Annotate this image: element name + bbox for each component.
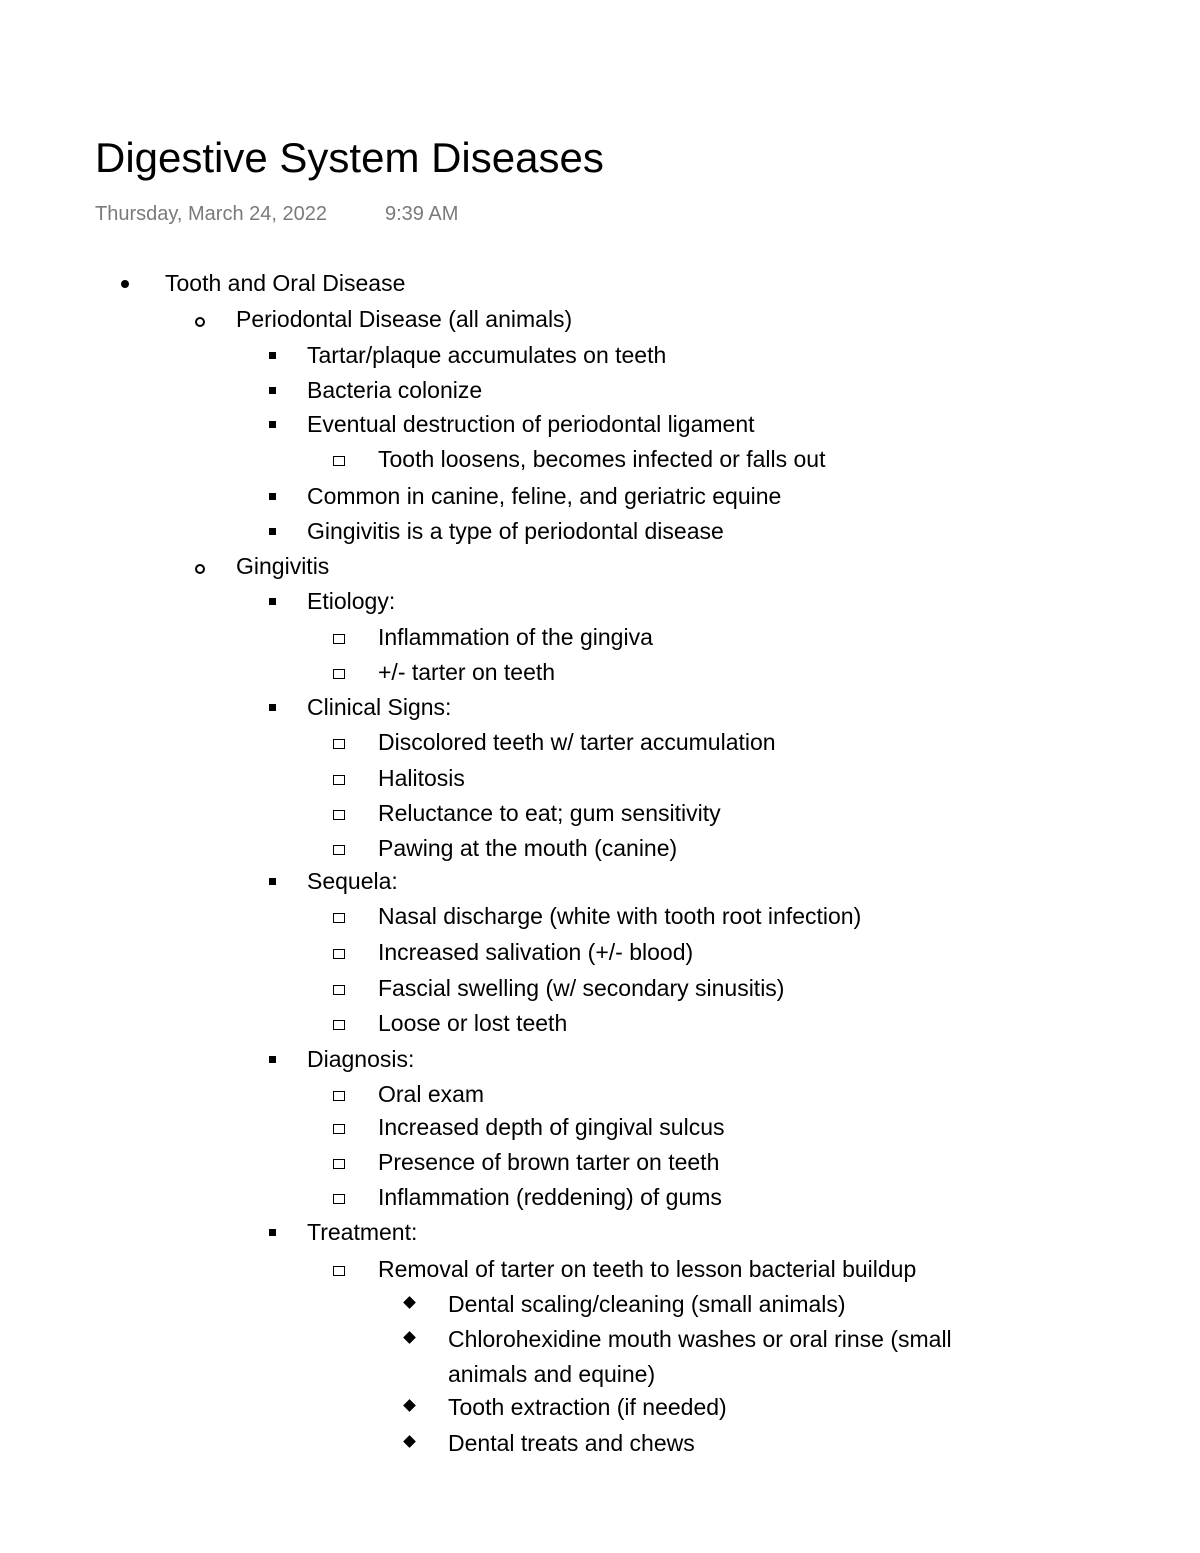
outline-item-level-3: Bacteria colonize <box>307 377 483 403</box>
outline-item-level-4: Oral exam <box>378 1081 485 1107</box>
bullet-box-icon <box>333 1020 345 1030</box>
bullet-box-icon <box>333 845 345 855</box>
outline-item-level-4: Pawing at the mouth (canine) <box>378 835 678 861</box>
outline-item-level-5: Dental scaling/cleaning (small animals) <box>448 1291 846 1317</box>
page-date: Thursday, March 24, 2022 <box>95 203 327 225</box>
bullet-square-icon <box>269 598 276 605</box>
bullet-diamond-icon <box>403 1296 416 1309</box>
outline-item-level-4: Loose or lost teeth <box>378 1010 568 1036</box>
bullet-circle-icon <box>195 564 205 574</box>
outline-item-level-5: Tooth extraction (if needed) <box>448 1394 727 1420</box>
bullet-diamond-icon <box>403 1331 416 1344</box>
outline-item-level-5: Dental treats and chews <box>448 1430 695 1456</box>
outline-item-level-3: Gingivitis is a type of periodontal disease <box>307 518 724 544</box>
outline-item-level-3: Clinical Signs: <box>307 694 452 720</box>
bullet-square-icon <box>269 387 276 394</box>
outline-item-level-4: Discolored teeth w/ tarter accumulation <box>378 729 776 755</box>
bullet-box-icon <box>333 1266 345 1276</box>
outline-item-level-3: Etiology: <box>307 588 396 614</box>
bullet-box-icon <box>333 739 345 749</box>
bullet-square-icon <box>269 878 276 885</box>
outline-item-level-4: Fascial swelling (w/ secondary sinusitis) <box>378 975 785 1001</box>
bullet-box-icon <box>333 810 345 820</box>
outline-item-level-5: animals and equine) <box>448 1361 656 1387</box>
outline-item-level-4: Tooth loosens, becomes infected or falls out <box>378 446 826 472</box>
bullet-box-icon <box>333 985 345 995</box>
outline-item-level-4: Nasal discharge (white with tooth root infection) <box>378 903 862 929</box>
bullet-box-icon <box>333 1091 345 1101</box>
outline-item-level-3: Common in canine, feline, and geriatric equine <box>307 483 782 509</box>
bullet-box-icon <box>333 634 345 644</box>
bullet-box-icon <box>333 1159 345 1169</box>
bullet-disc-icon <box>121 280 129 288</box>
bullet-square-icon <box>269 1056 276 1063</box>
outline-item-level-4: +/- tarter on teeth <box>378 659 556 685</box>
outline-item-level-2: Periodontal Disease (all animals) <box>236 306 573 332</box>
page-title: Digestive System Diseases <box>95 134 604 181</box>
bullet-square-icon <box>269 493 276 500</box>
outline-item-level-4: Increased salivation (+/- blood) <box>378 939 694 965</box>
bullet-box-icon <box>333 1194 345 1204</box>
bullet-square-icon <box>269 352 276 359</box>
bullet-square-icon <box>269 528 276 535</box>
outline-item-level-4: Halitosis <box>378 765 465 791</box>
bullet-square-icon <box>269 704 276 711</box>
outline-item-level-4: Increased depth of gingival sulcus <box>378 1114 725 1140</box>
page-time: 9:39 AM <box>384 203 459 225</box>
outline-item-level-4: Removal of tarter on teeth to lesson bacterial buildup <box>378 1256 917 1282</box>
outline-item-level-3: Tartar/plaque accumulates on teeth <box>307 342 667 368</box>
bullet-box-icon <box>333 949 345 959</box>
outline-item-level-3: Sequela: <box>307 868 398 894</box>
bullet-square-icon <box>269 421 276 428</box>
bullet-diamond-icon <box>403 1399 416 1412</box>
bullet-square-icon <box>269 1229 276 1236</box>
bullet-box-icon <box>333 669 345 679</box>
bullet-box-icon <box>333 456 345 466</box>
outline-item-level-3: Eventual destruction of periodontal ligament <box>307 411 755 437</box>
outline-item-level-2: Gingivitis <box>236 553 330 579</box>
bullet-circle-icon <box>195 317 205 327</box>
outline-item-level-1: Tooth and Oral Disease <box>165 270 406 296</box>
outline-item-level-4: Reluctance to eat; gum sensitivity <box>378 800 721 826</box>
outline-item-level-4: Inflammation (reddening) of gums <box>378 1184 722 1210</box>
bullet-box-icon <box>333 913 345 923</box>
outline-item-level-3: Treatment: <box>307 1219 418 1245</box>
bullet-box-icon <box>333 775 345 785</box>
outline-item-level-4: Presence of brown tarter on teeth <box>378 1149 720 1175</box>
outline-item-level-4: Inflammation of the gingiva <box>378 624 653 650</box>
outline-item-level-5: Chlorohexidine mouth washes or oral rinse (small <box>448 1326 952 1352</box>
bullet-box-icon <box>333 1124 345 1134</box>
bullet-diamond-icon <box>403 1435 416 1448</box>
outline-item-level-3: Diagnosis: <box>307 1046 415 1072</box>
